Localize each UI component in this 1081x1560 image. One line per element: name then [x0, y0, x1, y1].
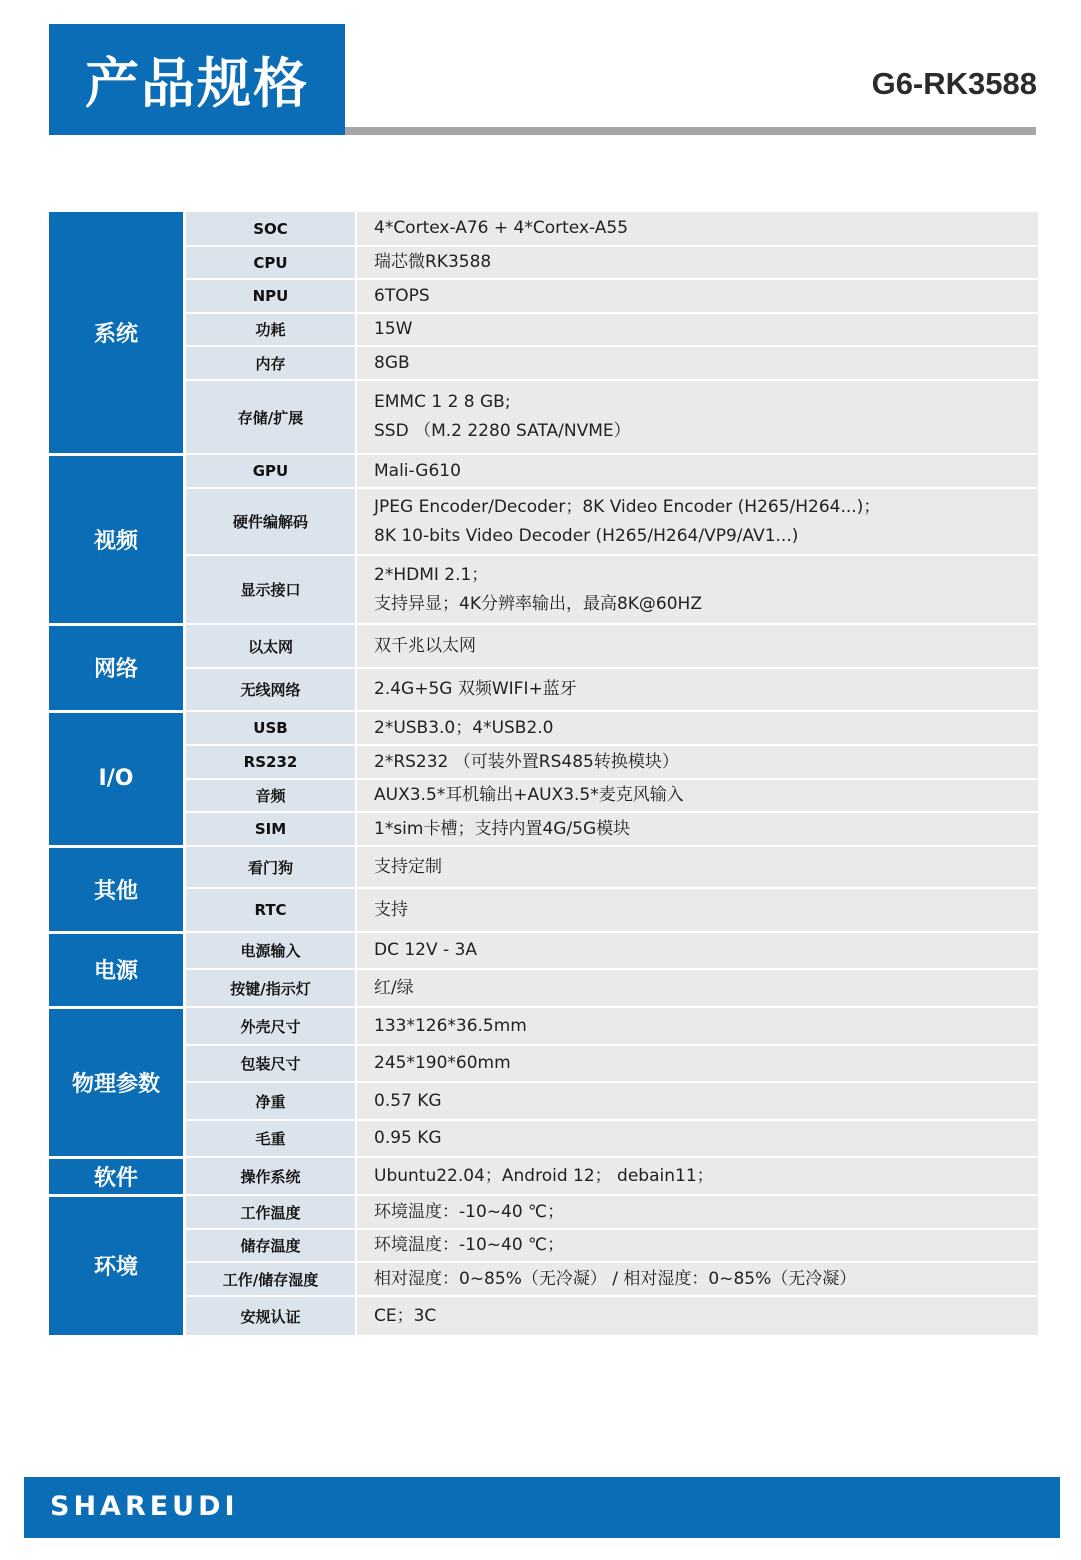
category-cell: 软件 — [49, 1157, 185, 1195]
spec-value-line: 0.57 KG — [374, 1090, 442, 1111]
spec-row — [49, 969, 1038, 1007]
spec-row — [49, 668, 1038, 711]
spec-label: SOC — [185, 212, 357, 246]
spec-row — [49, 1296, 1038, 1336]
spec-row — [49, 246, 1038, 279]
spec-value — [356, 212, 1038, 246]
spec-value — [356, 555, 1038, 624]
category-cell: 其他 — [49, 846, 185, 932]
spec-row — [49, 488, 1038, 555]
spec-value-line: 相对湿度：0~85%（无冷凝） / 相对湿度：0~85%（无冷凝） — [374, 1268, 857, 1289]
spec-label: 包装尺寸 — [185, 1045, 357, 1082]
spec-value — [356, 846, 1038, 888]
spec-value — [356, 668, 1038, 711]
spec-row — [49, 1229, 1038, 1262]
spec-row — [49, 1045, 1038, 1082]
spec-row — [49, 1120, 1038, 1157]
spec-value — [356, 1082, 1038, 1120]
spec-value — [356, 1120, 1038, 1157]
spec-label: 以太网 — [185, 624, 357, 668]
spec-value-line: 133*126*36.5mm — [374, 1015, 527, 1036]
brand-logo: SHAREUDI — [50, 1491, 239, 1522]
spec-value — [356, 1007, 1038, 1045]
spec-row — [49, 1195, 1038, 1229]
page-title: 产品规格 — [49, 24, 345, 135]
spec-value-line: Mali-G610 — [374, 460, 461, 481]
category-cell: I/O — [49, 711, 185, 846]
spec-label: 存储/扩展 — [185, 380, 357, 454]
spec-value — [356, 779, 1038, 812]
spec-value-line: JPEG Encoder/Decoder；8K Video Encoder (H265/H264...)； — [374, 496, 881, 517]
spec-value-line: 环境温度：-10~40 ℃； — [374, 1201, 565, 1222]
spec-row — [49, 454, 1038, 488]
spec-value — [356, 1229, 1038, 1262]
spec-value-line: CE；3C — [374, 1305, 437, 1326]
spec-row — [49, 624, 1038, 668]
category-cell: 视频 — [49, 454, 185, 624]
spec-value-line: 支持 — [374, 899, 408, 920]
spec-value — [356, 346, 1038, 380]
spec-label: 电源输入 — [185, 932, 357, 969]
category-cell: 环境 — [49, 1195, 185, 1336]
spec-label: GPU — [185, 454, 357, 488]
spec-value — [356, 279, 1038, 313]
spec-label: 工作/储存湿度 — [185, 1262, 357, 1296]
spec-row — [49, 380, 1038, 454]
spec-row — [49, 279, 1038, 313]
spec-value-line: EMMC 1 2 8 GB; — [374, 392, 511, 412]
spec-value-line: 1*sim卡槽；支持内置4G/5G模块 — [374, 818, 631, 839]
spec-row — [49, 932, 1038, 969]
footer-bar — [24, 1477, 1060, 1538]
spec-label: SIM — [185, 812, 357, 846]
spec-value — [356, 313, 1038, 346]
category-cell: 物理参数 — [49, 1007, 185, 1157]
model-name: G6-RK3588 — [871, 66, 1037, 101]
spec-row — [49, 212, 1038, 246]
spec-table — [49, 212, 1038, 1338]
spec-value-line: 8K 10-bits Video Decoder (H265/H264/VP9/AV1...) — [374, 525, 799, 546]
spec-label: 按键/指示灯 — [185, 969, 357, 1007]
spec-value-line: 支持异显；4K分辨率输出，最高8K@60HZ — [374, 593, 702, 614]
spec-row — [49, 346, 1038, 380]
spec-row — [49, 1082, 1038, 1120]
spec-value-line: 2*USB3.0；4*USB2.0 — [374, 717, 554, 738]
spec-value — [356, 246, 1038, 279]
spec-value-line: 2*HDMI 2.1； — [374, 564, 489, 585]
spec-row — [49, 1157, 1038, 1195]
category-cell: 电源 — [49, 932, 185, 1007]
spec-label: USB — [185, 711, 357, 745]
spec-label: RS232 — [185, 745, 357, 779]
spec-value-line: AUX3.5*耳机输出+AUX3.5*麦克风输入 — [374, 785, 684, 805]
spec-label: 净重 — [185, 1082, 357, 1120]
spec-row — [49, 711, 1038, 745]
spec-value — [356, 969, 1038, 1007]
spec-label: 内存 — [185, 346, 357, 380]
spec-label: RTC — [185, 888, 357, 932]
spec-row — [49, 779, 1038, 812]
spec-value-line: DC 12V - 3A — [374, 940, 478, 960]
spec-value — [356, 812, 1038, 846]
spec-row — [49, 888, 1038, 932]
spec-label: 操作系统 — [185, 1157, 357, 1195]
spec-label: 显示接口 — [185, 555, 357, 624]
spec-value — [356, 488, 1038, 555]
spec-label: 看门狗 — [185, 846, 357, 888]
spec-label: 音频 — [185, 779, 357, 812]
spec-value-line: 红/绿 — [374, 977, 414, 998]
spec-value — [356, 932, 1038, 969]
spec-value — [356, 745, 1038, 779]
spec-value-line: 2*RS232 （可装外置RS485转换模块） — [374, 751, 679, 772]
spec-value — [356, 1195, 1038, 1229]
spec-label: 无线网络 — [185, 668, 357, 711]
spec-row — [49, 745, 1038, 779]
spec-value — [356, 454, 1038, 488]
spec-label: 硬件编解码 — [185, 488, 357, 555]
category-cell: 网络 — [49, 624, 185, 711]
spec-value-line: 0.95 KG — [374, 1128, 442, 1148]
title-underline — [345, 127, 1036, 135]
spec-value — [356, 624, 1038, 668]
spec-row — [49, 555, 1038, 624]
spec-label: NPU — [185, 279, 357, 313]
spec-value-line: Ubuntu22.04；Android 12； debain11； — [374, 1165, 714, 1186]
spec-row — [49, 812, 1038, 846]
spec-value — [356, 888, 1038, 932]
spec-value — [356, 1262, 1038, 1296]
spec-value-line: 8GB — [374, 352, 410, 373]
spec-label: 毛重 — [185, 1120, 357, 1157]
spec-value-line: SSD （M.2 2280 SATA/NVME） — [374, 421, 631, 441]
spec-value-line: 15W — [374, 319, 413, 339]
spec-value — [356, 711, 1038, 745]
spec-label: 外壳尺寸 — [185, 1007, 357, 1045]
spec-value — [356, 380, 1038, 454]
spec-label: 功耗 — [185, 313, 357, 346]
spec-value-line: 双千兆以太网 — [374, 635, 476, 656]
spec-value — [356, 1157, 1038, 1195]
spec-label: 储存温度 — [185, 1229, 357, 1262]
spec-label: CPU — [185, 246, 357, 279]
spec-value-line: 4*Cortex-A76 + 4*Cortex-A55 — [374, 218, 629, 238]
spec-value-line: 支持定制 — [374, 856, 442, 877]
spec-label: 工作温度 — [185, 1195, 357, 1229]
spec-value — [356, 1296, 1038, 1336]
spec-row — [49, 313, 1038, 346]
spec-value-line: 6TOPS — [374, 285, 430, 306]
spec-value-line: 245*190*60mm — [374, 1053, 511, 1073]
spec-value-line: 瑞芯微RK3588 — [374, 252, 492, 272]
spec-value-line: 环境温度：-10~40 ℃； — [374, 1235, 565, 1255]
spec-value — [356, 1045, 1038, 1082]
spec-row — [49, 846, 1038, 888]
spec-row — [49, 1007, 1038, 1045]
spec-row — [49, 1262, 1038, 1296]
spec-label: 安规认证 — [185, 1296, 357, 1336]
category-cell: 系统 — [49, 212, 185, 454]
spec-value-line: 2.4G+5G 双频WIFI+蓝牙 — [374, 679, 577, 699]
